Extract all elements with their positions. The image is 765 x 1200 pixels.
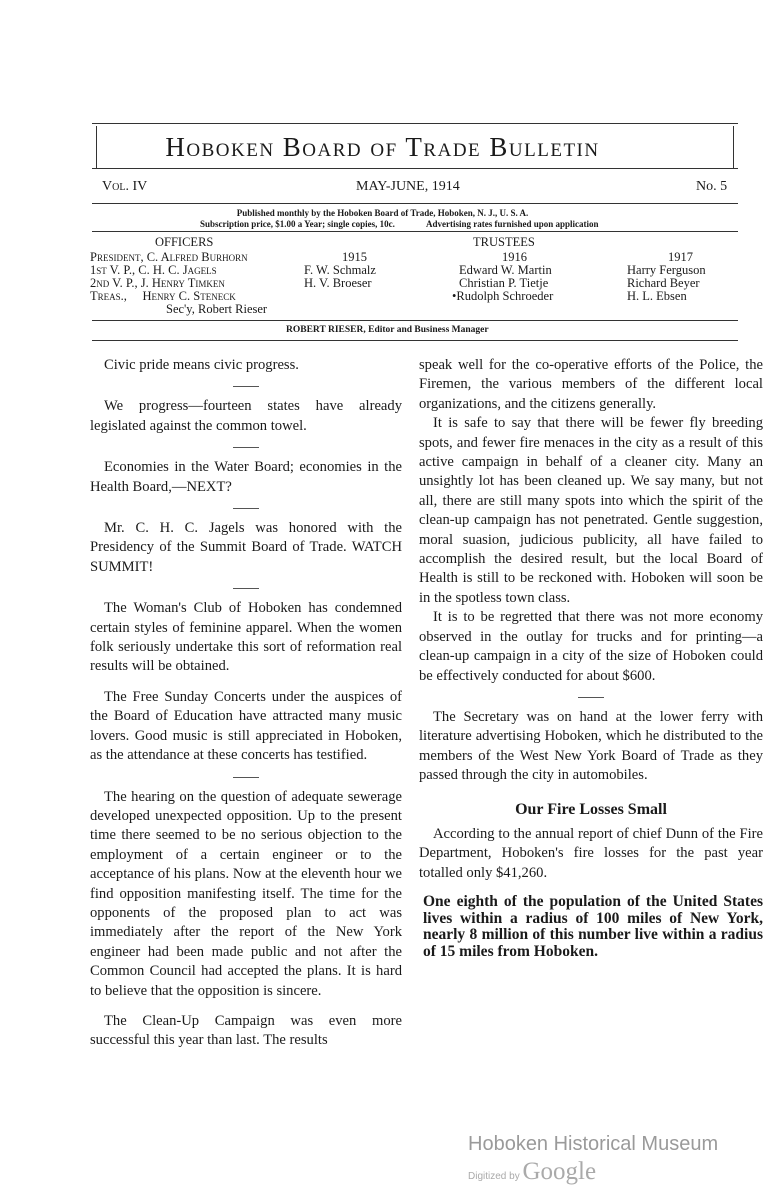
editor-line: [286, 325, 489, 335]
editor-role: Editor and Business Manager: [368, 325, 489, 335]
paragraph: The Free Sunday Concerts under the auspices of the Board of Education have attracted many music lovers. Good music is still appreciated in Hoboken, as the attendance at these concerts has testified.: [90, 688, 402, 764]
separator: [233, 447, 259, 448]
divider: [92, 203, 738, 204]
divider: [92, 168, 738, 169]
separator: [578, 697, 604, 698]
trustee: H. V. Broeser: [304, 276, 372, 290]
paragraph: We progress—fourteen states have already legislated against the common towel.: [90, 398, 402, 434]
officer: President, C. Alfred Burhorn: [90, 250, 248, 264]
separator: [233, 386, 259, 387]
trustee-year: 1917: [668, 250, 693, 264]
separator: [233, 777, 259, 778]
officer: Treas., Henry C. Steneck: [90, 289, 236, 303]
section-heading: Our Fire Losses Small: [515, 800, 667, 818]
title-text: Hoboken Board of Trade Bulletin: [165, 132, 600, 162]
right-column: [419, 356, 763, 971]
trustee: Christian P. Tietje: [459, 276, 549, 290]
paragraph: The hearing on the question of adequate sewerage developed unexpected opposition. Up to the present time there seemed to be no serious objection to the employment of a certain engineer or to the acceptance of his plans. Now at the eleventh hour we find opposition manifesting itself. The time for the opponents of the proposed plan to act was immediately after the report of the New York engineer had been made public and not after the Common Council had accepted the plans. It is hard to believe that the opposition is sincere.: [90, 788, 402, 999]
trustee: Harry Ferguson: [627, 263, 706, 277]
advertising-note: Advertising rates furnished upon application: [426, 219, 599, 229]
paragraph: It is safe to say that there will be fewer fly breeding spots, and fewer fire menaces in the city as a result of this active campaign in behalf of a cleaner city. Many an unsightly lot has been cleaned up. We say many, but not all, there are still many spots into which the spirit of the clean-up campaign has not penetrated. Gentle suggestion, moral suasion, judicious publicity, all have failed to accomplish the desired result, but the local Board of Health is still to be reckoned with. Hoboken will soon be in the spotless town class.: [419, 415, 763, 606]
trustee: H. L. Ebsen: [627, 289, 687, 303]
divider: [92, 320, 738, 321]
issue-number: No. 5: [696, 179, 728, 194]
google-logo: Google: [522, 1158, 597, 1185]
volume: Vol. IV: [102, 179, 148, 194]
publication-note: Published monthly by the Hoboken Board of Trade, Hoboken, N. J., U. S. A.: [236, 208, 529, 218]
paragraph: The Woman's Club of Hoboken has condemned certain styles of feminine apparel. When the women folk seriously undertake this sort of reformation real results will be obtained.: [90, 600, 402, 675]
officer: Sec'y, Robert Rieser: [166, 302, 268, 316]
trustee: Edward W. Martin: [459, 263, 552, 277]
paragraph: Mr. C. H. C. Jagels was honored with the Presidency of the Summit Board of Trade. WATCH SUMMIT!: [90, 520, 402, 575]
trustee-year: 1916: [502, 250, 527, 264]
separator: [233, 588, 259, 589]
issue-date: MAY-JUNE, 1914: [356, 179, 460, 194]
divider: [92, 123, 738, 124]
trustees-heading: TRUSTEES: [473, 235, 535, 249]
watermark-museum: Hoboken Historical Museum: [468, 1133, 719, 1155]
population-note: One eighth of the population of the United States lives within a radius of 100 miles of New York, nearly 8 million of this number live within a radius of 15 miles from Hoboken.: [423, 893, 763, 960]
subscription-note: Subscription price, $1.00 a Year; single copies, 10c.: [200, 219, 395, 229]
paragraph: Economies in the Water Board; economies in the Health Board,—NEXT?: [90, 459, 402, 495]
paragraph: It is to be regretted that there was not more economy observed in the outlay for trucks and for printing—a clean-up campaign in a city of the size of Hoboken could be effectively conducted for about $600.: [419, 609, 763, 684]
paragraph: The Clean-Up Campaign was even more successful this year than last. The results: [90, 1012, 402, 1049]
left-column: [90, 356, 402, 1051]
trustee: Richard Beyer: [627, 276, 700, 290]
trustee-year: 1915: [342, 250, 367, 264]
editor-name: ROBERT RIESER,: [286, 325, 366, 335]
watermark-digitized: [468, 1158, 596, 1186]
officer: 1st V. P., C. H. C. Jagels: [90, 263, 217, 277]
officer: 2nd V. P., J. Henry Timken: [90, 276, 225, 290]
officers-heading: OFFICERS: [155, 235, 214, 249]
page-title: [0, 132, 765, 163]
trustee: •Rudolph Schroeder: [452, 289, 554, 303]
trustee: F. W. Schmalz: [304, 263, 376, 277]
separator: [233, 508, 259, 509]
paragraph: speak well for the co-operative efforts of the Police, the Firemen, the various members of the different local organizations, and the citizens generally.: [419, 357, 763, 412]
paragraph: The Secretary was on hand at the lower ferry with literature advertising Hoboken, which he distributed to the members of the West New York Board of Trade as they passed through the city in automobiles.: [419, 708, 763, 784]
paragraph: According to the annual report of chief Dunn of the Fire Department, Hoboken's fire losses for the past year totalled only $41,260.: [419, 825, 763, 881]
digitized-label: Digitized by: [468, 1171, 520, 1182]
paragraph: Civic pride means civic progress.: [104, 357, 299, 373]
divider: [92, 231, 738, 232]
divider: [92, 340, 738, 341]
